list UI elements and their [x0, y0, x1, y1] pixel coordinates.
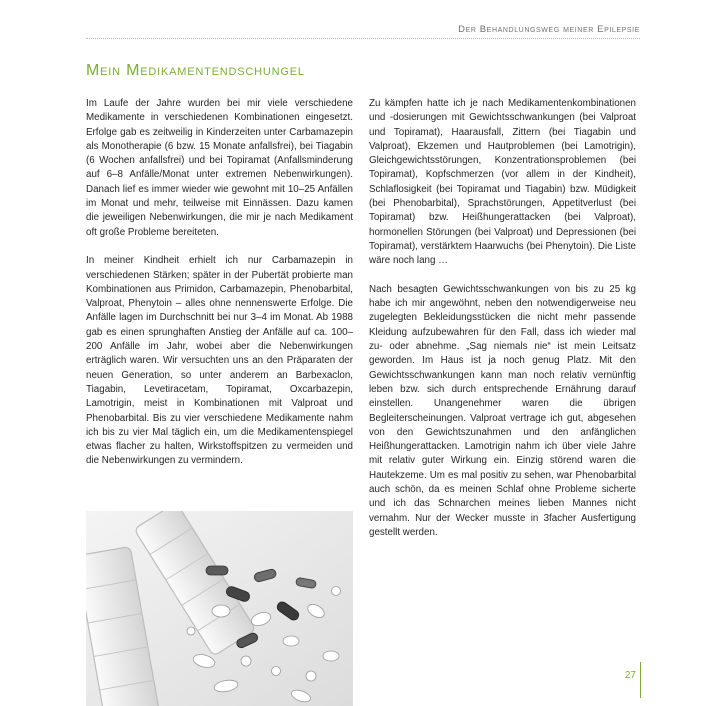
- right-paragraph-1: Zu kämpfen hatte ich je nach Medikamentenkombinationen und -dosierungen mit Gewichtsschwankungen (bei Valproat und Topiramat), Haarausfall, Zittern (bei Tiagabin und Valproat), Ekzemen und Hautproblemen (bei Lamotrigin), Gleichgewichtsstörungen, Konzentrationsproblemen (bei Topiramat), Kopfschmerzen (vor allem in der Kindheit), Schlaflosigkeit (bei Topiramat und Tiagabin) bzw. Müdigkeit (bei Phenobarbital), Sprachstörungen, Appetitverlust (bei Topiramat) bzw. Heißhungerattacken (bei Valproat), hormonellen Störungen (bei Valproat) und Depressionen (bei Topiramat), verstärktem Haarwuchs (bei Phenytoin). Die Liste wäre noch lang …: [369, 98, 636, 267]
- header-rule: [86, 38, 640, 39]
- right-paragraph-2: Nach besagten Gewichtsschwankungen von bis zu 25 kg habe ich mir angewöhnt, neben den notwendigerweise neu zugelegten Bekleidungsstücken die nicht mehr passende Kleidung aufzubewahren für den Fall, dass ich wieder mal zu- oder abnehme. „Sag niemals nie“ ist mein Leitsatz geworden. Im Haus ist ja noch genug Platz. Mit den Gewichtsschwankungen kann man noch relativ vernünftig leben bzw. sich durch entsprechende Ernährung darauf einstellen. Unangenehmer waren die übrigen Begleiterscheinungen. Valproat vertrage ich gut, abgesehen von den Gewichtszunahmen und den anfänglichen Heißhungerattacken. Lamotrigin nahm ich über viele Jahre mit relativ guter Wirkung ein. Einzig störend waren die Hautekzeme. Um es mal positiv zu sehen, war Phenobarbital auch schön, da es meinen Schlaf ohne Probleme sicherte und ich das Schnarchen meines lieben Mannes nicht vernahm. Nur der Wecker musste in 3facher Ausfertigung gestellt werden.: [369, 283, 636, 538]
- chapter-title: Mein Medikamentendschungel: [86, 62, 305, 79]
- pills-photo: [86, 511, 353, 706]
- footer-rule: [640, 662, 641, 698]
- left-paragraph-1: Im Laufe der Jahre wurden bei mir viele verschiedene Medikamente in verschiedenen Kombinationen eingesetzt. Erfolge gab es zeitweilig in Kinderzeiten unter Carbamazepin als Monotherapie (6 bzw. 15 Monate anfallsfrei), bei Tiagabin (6 Wochen anfallsfrei) und bei Topiramat (Anfallsminderung auf 6–8 Anfälle/Monat unter extremen Nebenwirkungen). Danach lief es immer wieder wie gewohnt mit 10–25 Anfällen im Monat und mehr, teilweise mit Einnässen. Dazu kamen die jeweiligen Nebenwirkungen, die mir je nach Medikament oft große Probleme bereiteten.: [86, 98, 353, 238]
- running-head: Der Behandlungsweg meiner Epilepsie: [458, 24, 640, 35]
- left-column: [86, 97, 353, 483]
- pills-photo-illustration: [86, 511, 353, 706]
- right-column: [369, 97, 636, 555]
- page-number: 27: [624, 670, 636, 681]
- left-paragraph-2: In meiner Kindheit erhielt ich nur Carbamazepin in verschiedenen Stärken; später in der Pubertät probierte man Kombinationen aus Primidon, Carbamazepin, Phenobarbital, Valproat, Phenytoin – alles ohne nennenswerte Erfolge. Die Anfälle lagen im Durchschnitt bei nur 3–4 im Monat. Ab 1988 gab es einen sprunghaften Anstieg der Anfälle auf ca. 100–200 Anfälle im Jahr, wobei aber die Nebenwirkungen erträglich waren. Wir versuchten uns an den Präparaten der neuen Generation, so unter anderem an Barbexaclon, Tiagabin, Levetiracetam, Topiramat, Oxcarbazepin, Lamotrigin, meist in Kombinationen mit Valproat und Phenobarbital. Bis zu vier verschiedene Medikamente nahm ich bis zu vier Mal täglich ein, um die Medikamentenspiegel etwas flacher zu halten, Wirkstoffspitzen zu vermeiden und die Nebenwirkungen zu vermindern.: [86, 255, 353, 467]
